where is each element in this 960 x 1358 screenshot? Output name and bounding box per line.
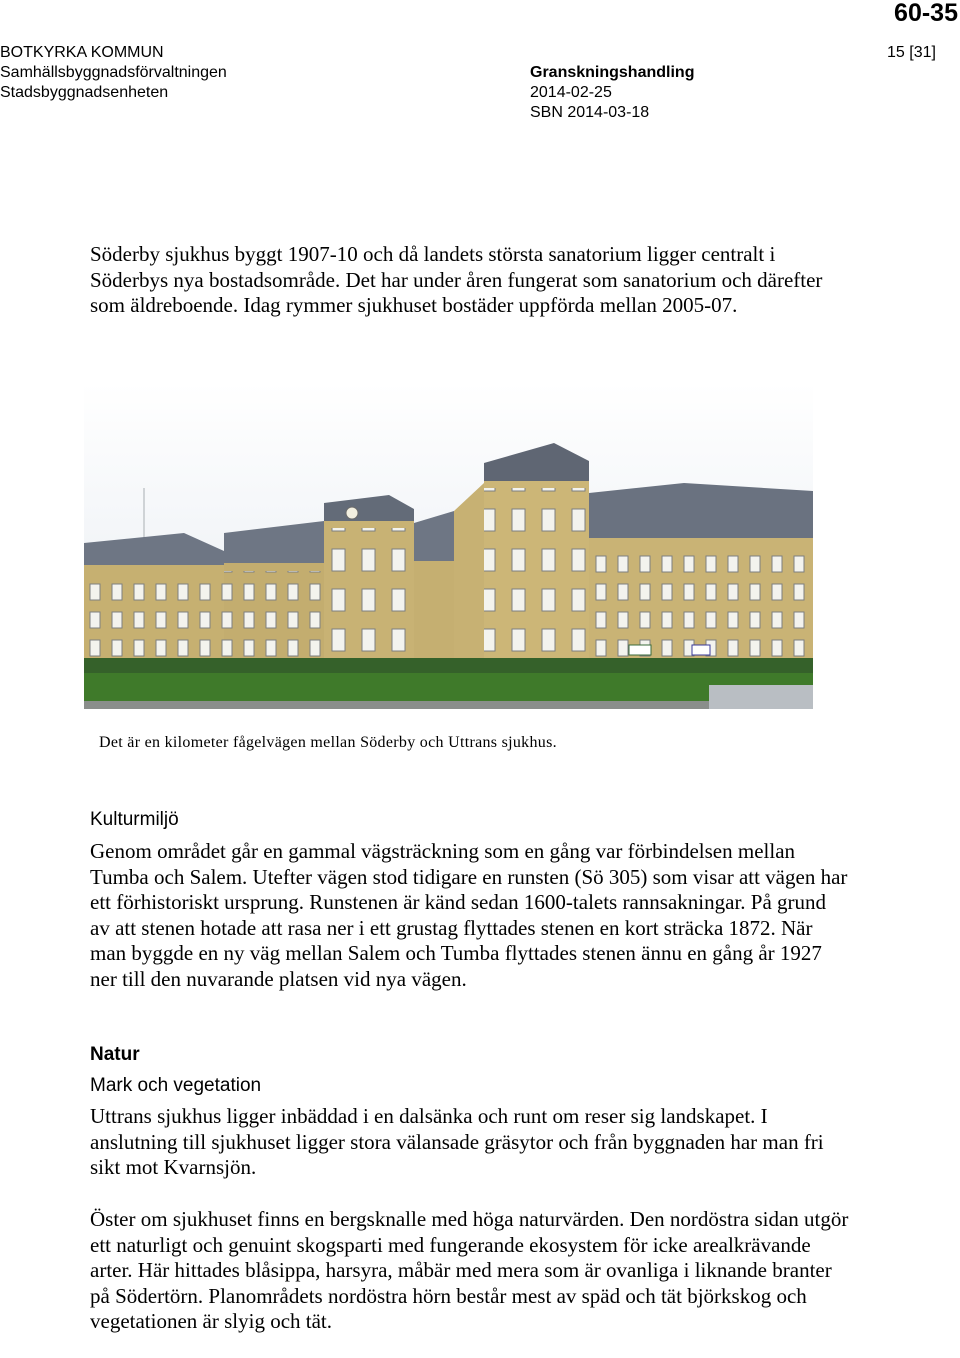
natur-paragraph-2: Öster om sjukhuset finns en bergsknalle med höga naturvärden. Den nordöstra sidan utgör ett naturligt och genuint skogsparti med fungerande ekosystem för icke arealkrävande arter. Här hittades blåsippa, harsyra, måbär med mera som är ovanliga i liknande branter på Södertörn. Planområdets nordöstra hörn består mest av späd och tät björkskog och vegetationen är slyig och tät. <box>90 1207 849 1333</box>
photo-caption: Det är en kilometer fågelvägen mellan Söderby och Uttrans sjukhus. <box>99 734 557 751</box>
heading-natur: Natur <box>90 1044 140 1065</box>
sbn-date: SBN 2014-03-18 <box>530 104 650 121</box>
page-code: 60-35 <box>894 0 958 27</box>
sign-board-2 <box>692 645 710 655</box>
heading-kulturmiljo: Kulturmiljö <box>90 809 179 830</box>
hospital-photo <box>84 383 813 709</box>
roof-right <box>589 483 813 543</box>
natur-paragraph-1: Uttrans sjukhus ligger inbäddad i en dalsänka och runt om reser sig landskapet. I anslutning till sjukhuset ligger stora välansade gräsytor och från byggnaden har man fri sikt mot Kvarnsjön. <box>90 1104 824 1179</box>
parked-car <box>709 685 813 709</box>
header-left <box>0 43 227 103</box>
page-number: 15 [31] <box>887 44 936 61</box>
sign-board <box>629 645 651 655</box>
document-date: 2014-02-25 <box>530 84 612 101</box>
tower-clock <box>346 507 358 519</box>
intro-paragraph: Söderby sjukhus byggt 1907-10 och då landets största sanatorium ligger centralt i Söderbys nya bostadsområde. Det har under åren fungerat som sanatorium och därefter som äldreboende. Idag rymmer sjukhuset bostäder uppförda mellan 2005-07. <box>90 242 823 317</box>
kulturmiljo-paragraph: Genom området går en gammal vägsträckning som en gång var förbindelsen mellan Tumba och Salem. Utefter vägen stod tidigare en runsten (Sö 305) som visar att vägen har ett förhistoriskt ursprung. Runstenen är känd sedan 1600-talets rannsakningar. På grund av att stenen hotade att rasa ner i ett grustag flyttades stenen en kort sträcka 1872. När man byggde en ny väg mellan Salem och Tumba flyttades stenen ännu en gång år 1927 ner till den nuvarande platsen vid nya vägen. <box>90 839 848 991</box>
unit-name: Stadsbyggnadsenheten <box>0 84 169 101</box>
header-middle <box>530 63 694 123</box>
department-name: Samhällsbyggnadsförvaltningen <box>0 64 227 81</box>
org-name: BOTKYRKA KOMMUN <box>0 44 164 61</box>
document-type: Granskningshandling <box>530 64 695 81</box>
subheading-mark-och-vegetation: Mark och vegetation <box>90 1075 262 1096</box>
pavement <box>84 701 709 709</box>
gable-wing <box>454 483 484 683</box>
